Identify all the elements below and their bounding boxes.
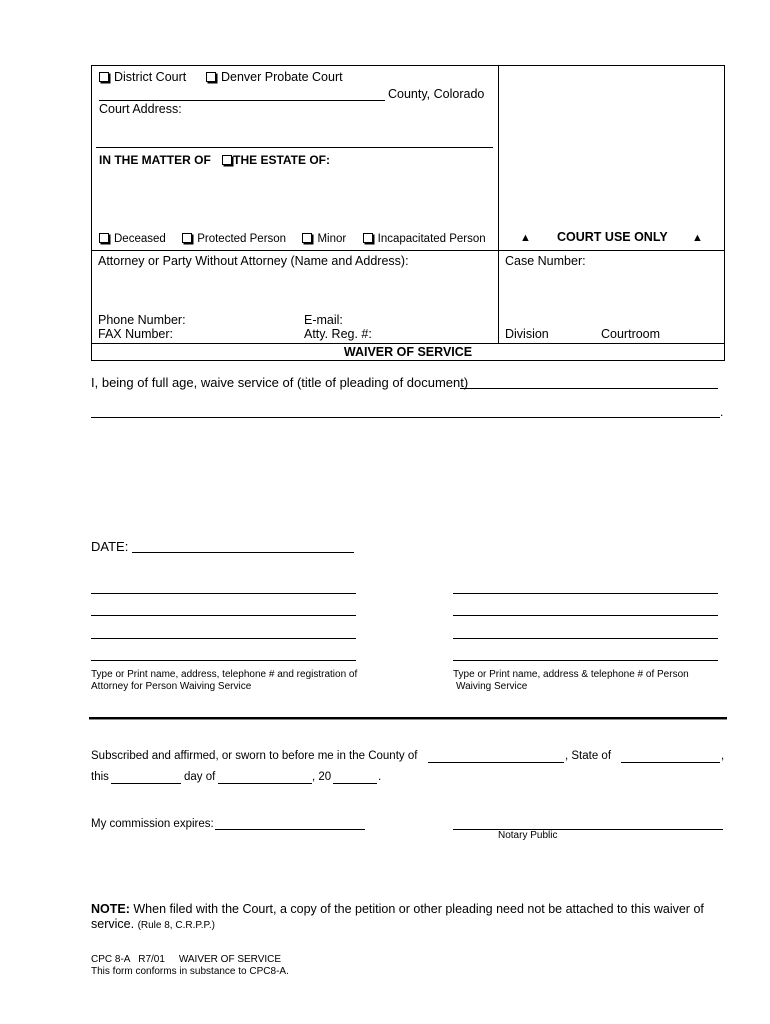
form-title: WAIVER OF SERVICE: [343, 345, 473, 359]
notary-public-label: Notary Public: [498, 830, 558, 841]
court-address-line: [96, 147, 493, 148]
day-of-label: day of: [184, 771, 216, 783]
county-suffix: County, Colorado: [388, 87, 485, 101]
form-id: CPC 8-A R7/01 WAIVER OF SERVICE: [91, 954, 282, 965]
waiver-statement: I, being of full age, waive service of (title of pleading of document): [91, 375, 469, 390]
county-field[interactable]: [99, 100, 385, 101]
date-label: DATE:: [91, 539, 129, 554]
caption-divider-mid: [91, 250, 725, 251]
deceased-checkbox[interactable]: [99, 233, 109, 243]
in-the-matter-of: IN THE MATTER OF THE ESTATE OF:: [99, 153, 331, 167]
left-signature-line-2[interactable]: [91, 615, 356, 616]
date-field[interactable]: [132, 552, 354, 553]
up-arrow-icon: ▲: [520, 232, 531, 244]
note: [91, 902, 727, 917]
atty-reg-label: Atty. Reg. #:: [304, 327, 372, 341]
district-court-option[interactable]: District Court: [99, 70, 186, 84]
section-divider: [89, 717, 727, 720]
status-protected-person[interactable]: Protected Person: [182, 233, 286, 245]
denver-probate-court-checkbox[interactable]: [206, 72, 216, 82]
commission-expires-label: My commission expires:: [91, 818, 214, 830]
note-label: NOTE:: [91, 902, 130, 916]
court-address-label: Court Address:: [99, 102, 182, 116]
left-signature-caption: Type or Print name, address, telephone # and registration of Attorney for Person Waiving Service: [91, 669, 358, 692]
left-signature-line-3[interactable]: [91, 638, 356, 639]
year-prefix: , 20: [312, 771, 332, 783]
phone-label: Phone Number:: [98, 313, 186, 327]
rule-reference: (Rule 8, C.R.P.P.): [137, 920, 216, 931]
district-court-checkbox[interactable]: [99, 72, 109, 82]
note-continuation: service. (Rule 8, C.R.P.P.): [91, 917, 216, 931]
email-label: E-mail:: [304, 313, 343, 327]
attorney-label: Attorney or Party Without Attorney (Name and Address):: [98, 254, 409, 268]
period: .: [720, 405, 724, 419]
month-field[interactable]: [218, 783, 312, 784]
up-arrow-icon: ▲: [692, 232, 703, 244]
conforms-text: This form conforms in substance to CPC8-A.: [91, 966, 289, 977]
comma: ,: [721, 750, 725, 762]
right-signature-line-3[interactable]: [453, 638, 718, 639]
incapacitated-person-checkbox[interactable]: [363, 233, 373, 243]
right-signature-line-4[interactable]: [453, 660, 718, 661]
estate-of-checkbox[interactable]: [222, 155, 232, 165]
subscribed-text: Subscribed and affirmed, or sworn to before me in the County of: [91, 750, 418, 762]
status-incapacitated-person[interactable]: Incapacitated Person: [363, 233, 486, 245]
case-number-label: Case Number:: [505, 254, 586, 268]
year-field[interactable]: [333, 783, 377, 784]
status-minor[interactable]: Minor: [302, 233, 346, 245]
status-options: [99, 233, 486, 245]
caption-divider-title: [91, 343, 725, 344]
fax-label: FAX Number:: [98, 327, 174, 341]
commission-expires-field[interactable]: [215, 829, 365, 830]
note-text: When filed with the Court, a copy of the petition or other pleading need not be attached to this waiver of: [133, 902, 704, 916]
right-signature-line-1[interactable]: [453, 593, 718, 594]
state-of-label: , State of: [565, 750, 612, 762]
right-signature-caption: Type or Print name, address & telephone # of Person Waiving Service: [453, 669, 689, 692]
caption-divider-vertical: [498, 65, 499, 344]
day-field[interactable]: [111, 783, 181, 784]
left-signature-line-1[interactable]: [91, 593, 356, 594]
left-signature-line-4[interactable]: [91, 660, 356, 661]
protected-person-checkbox[interactable]: [182, 233, 192, 243]
court-use-only: COURT USE ONLY: [557, 230, 668, 244]
pleading-title-field[interactable]: [460, 388, 718, 389]
state-of-field[interactable]: [621, 762, 720, 763]
status-deceased[interactable]: Deceased: [99, 233, 166, 245]
period: .: [378, 771, 382, 783]
county-of-field[interactable]: [428, 762, 564, 763]
right-signature-line-2[interactable]: [453, 615, 718, 616]
minor-checkbox[interactable]: [302, 233, 312, 243]
notary-signature-line[interactable]: [453, 829, 723, 830]
this-label: this: [91, 771, 109, 783]
pleading-title-field-2[interactable]: [91, 417, 720, 418]
denver-probate-court-option[interactable]: Denver Probate Court: [206, 70, 343, 84]
caption-box: [91, 65, 725, 361]
courtroom-label: Courtroom: [601, 327, 661, 341]
division-label: Division: [505, 327, 549, 341]
